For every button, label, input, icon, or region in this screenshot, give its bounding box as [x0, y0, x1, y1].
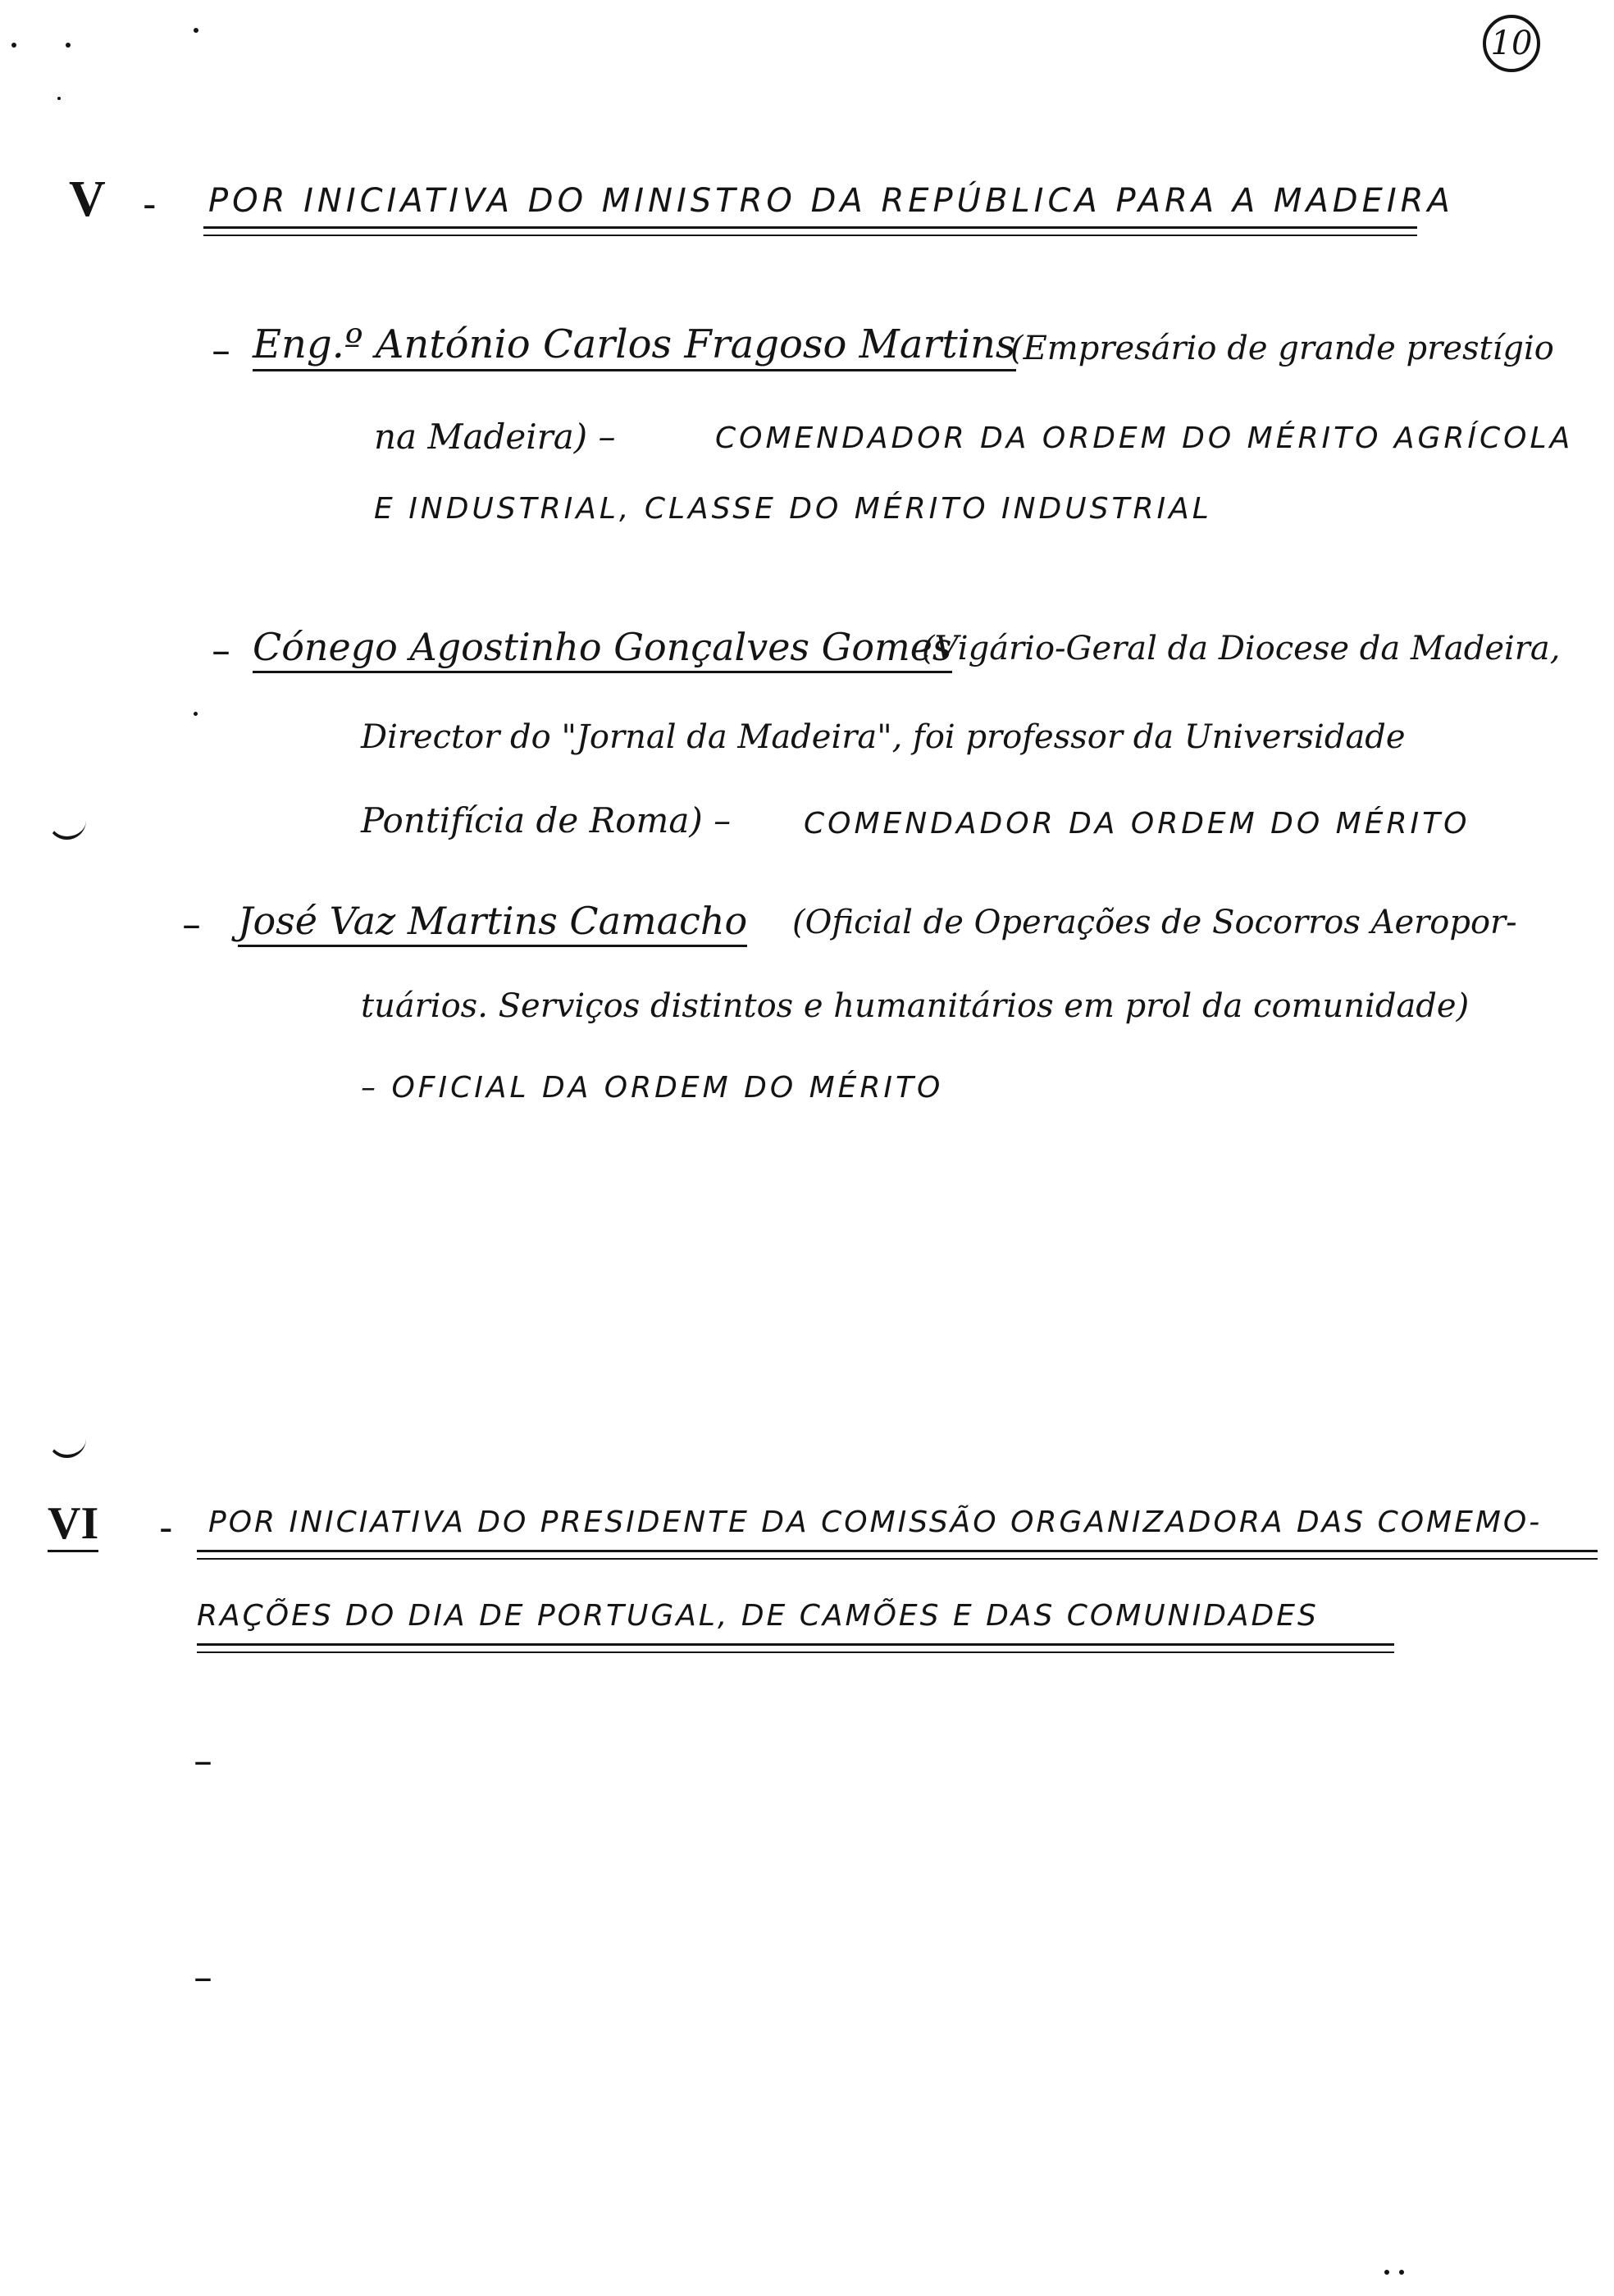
- heading-underline: [197, 1643, 1394, 1646]
- ink-dot: [194, 28, 198, 33]
- honoree-description: Pontifícia de Roma) –: [361, 800, 732, 840]
- honoree-description: Director do "Jornal da Madeira", foi professor da Universidade: [361, 718, 1406, 756]
- honoree-description: (Oficial de Operações de Socorros Aeropor-: [792, 904, 1517, 941]
- page-number: 10: [1483, 15, 1540, 72]
- blank-entry-dash: –: [194, 1738, 212, 1783]
- heading-underline: [197, 1550, 1598, 1552]
- ink-dot: [11, 43, 16, 48]
- honoree-description: (Vigário-Geral da Diocese da Madeira,: [922, 630, 1561, 667]
- margin-arc-mark: [48, 1435, 86, 1458]
- section-dash: -: [143, 182, 157, 226]
- heading-underline: [203, 226, 1417, 229]
- honoree-description: na Madeira) –: [374, 417, 616, 457]
- heading-underline: [197, 1558, 1598, 1560]
- heading-underline: [203, 235, 1417, 236]
- ink-dot: [1399, 2270, 1404, 2275]
- entry-dash: –: [212, 628, 230, 672]
- entry-dash: –: [212, 328, 230, 372]
- section-heading: RAÇÕES DO DIA DE PORTUGAL, DE CAMÕES E DAS COMUNIDADES: [197, 1599, 1319, 1633]
- ink-dot: [57, 97, 61, 100]
- honoree-name: Cónego Agostinho Gonçalves Gomes: [253, 625, 952, 673]
- section-dash: -: [159, 1506, 173, 1550]
- award-title: COMENDADOR DA ORDEM DO MÉRITO: [804, 807, 1470, 840]
- blank-entry-dash: –: [194, 1955, 212, 1999]
- section-numeral: V: [69, 171, 106, 227]
- award-title: COMENDADOR DA ORDEM DO MÉRITO AGRÍCOLA: [715, 421, 1574, 455]
- margin-arc-mark: [48, 817, 86, 840]
- award-title: – OFICIAL DA ORDEM DO MÉRITO: [361, 1071, 944, 1105]
- award-title: E INDUSTRIAL, CLASSE DO MÉRITO INDUSTRIAL: [374, 492, 1212, 526]
- section-heading: POR INICIATIVA DO MINISTRO DA REPÚBLICA PARA A MADEIRA: [208, 182, 1454, 220]
- honoree-name: Eng.º António Carlos Fragoso Martins: [253, 321, 1016, 371]
- entry-dash: –: [182, 902, 201, 946]
- honoree-description: tuários. Serviços distintos e humanitários em prol da comunidade): [361, 987, 1470, 1025]
- honoree-description: (Empresário de grande prestígio: [1010, 330, 1554, 367]
- heading-underline: [197, 1651, 1394, 1653]
- honoree-name: José Vaz Martins Camacho: [238, 899, 747, 947]
- section-numeral: VI: [48, 1497, 98, 1552]
- ink-dot: [66, 43, 71, 48]
- ink-dot: [194, 712, 198, 716]
- section-heading: POR INICIATIVA DO PRESIDENTE DA COMISSÃO ORGANIZADORA DAS COMEMO-: [208, 1506, 1543, 1539]
- ink-dot: [1384, 2270, 1389, 2275]
